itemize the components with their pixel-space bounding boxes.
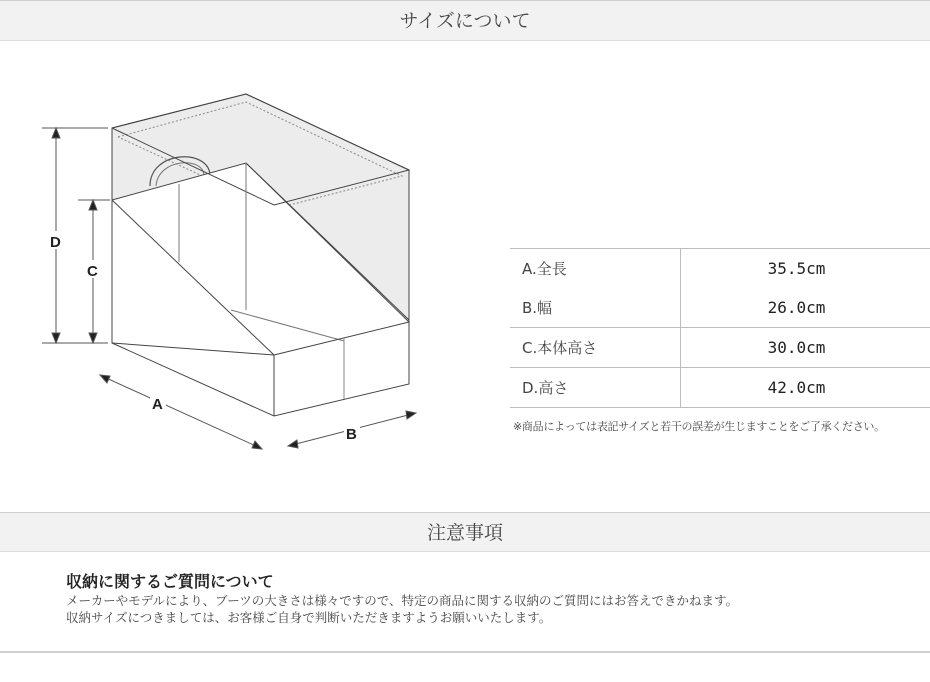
bottom-divider <box>0 651 930 653</box>
label-a: A <box>152 396 163 413</box>
notice-line: 収納サイズにつきましては、お客様ご自身で判断いただきますようお願いいたします。 <box>66 610 552 625</box>
spec-key: A.全長 <box>510 249 681 289</box>
spec-row <box>510 288 930 328</box>
size-section-title: サイズについて <box>399 10 531 32</box>
size-section-header <box>0 0 930 41</box>
label-c: C <box>87 263 98 280</box>
size-spec-table <box>510 248 930 408</box>
spec-value: 35.5cm <box>681 249 930 289</box>
spec-key: C.本体高さ <box>510 328 681 368</box>
spec-value: 26.0cm <box>767 298 826 317</box>
size-disclaimer: ※商品によっては表記サイズと若干の誤差が生じますことをご了承ください。 <box>513 420 885 433</box>
spec-value: 30.0cm <box>681 328 930 368</box>
spec-row <box>510 328 930 368</box>
spec-row <box>510 249 930 289</box>
label-d: D <box>50 234 61 251</box>
notice-line: メーカーやモデルにより、ブーツの大きさは様々ですので、特定の商品に関する収納のご質問にはお答えできかねます。 <box>66 593 739 608</box>
spec-key: D.高さ <box>510 368 681 408</box>
spec-value: 42.0cm <box>681 368 930 408</box>
label-b: B <box>346 426 357 443</box>
spec-key: B.幅 <box>510 288 681 328</box>
spec-row <box>510 368 930 408</box>
notice-section-header <box>0 512 930 552</box>
product-dimension-diagram <box>0 41 480 471</box>
notice-heading: 収納に関するご質問について <box>66 572 274 591</box>
notice-section-title: 注意事項 <box>426 522 503 544</box>
notice-body <box>66 572 866 626</box>
